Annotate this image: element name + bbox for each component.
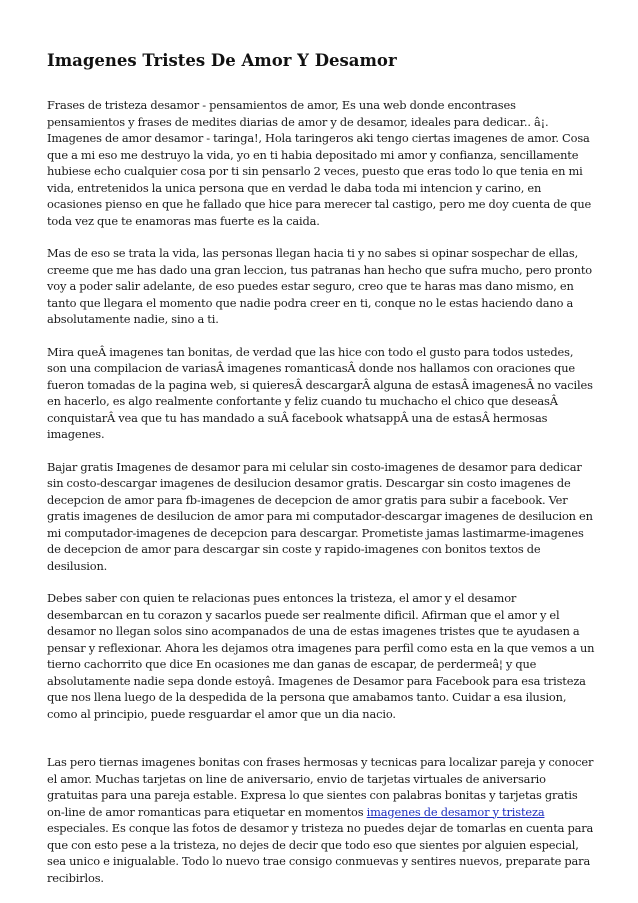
document-page [47,50,595,902]
paragraph-5: Debes saber con quien te relacionas pues entonces la tristeza, el amor y el desamor desembarcan en tu corazon y sacarlos puede ser realmente dificil. Afirman que el amor y el desamor no llegan solos sino acompanados de una de estas imagenes tristes que te ayudasen a pensar y reflexionar. Ahora les dejamos otra imagenes para perfil como esta en la que vemos a un tierno cachorrito que dice En ocasiones me dan ganas de escapar, de perdermeâ¦ y que absolutamente nadie sepa donde estoyâ. Imagenes de Desamor para Facebook para esa tristeza que nos llena luego de la despedida de la persona que amabamos tanto. Cuidar a esa ilusion, como al principio, puede resguardar el amor que un dia nacio. [47,591,595,721]
paragraph-1: Frases de tristeza desamor - pensamientos de amor, Es una web donde encontrases pensamientos y frases de medites diarias de amor y de desamor, ideales para dedicar.. â¡. Imagenes de amor desamor - taringa!, Hola taringeros aki tengo ciertas imagenes de amor. Cosa que a mi eso me destruyo la vida, yo en ti habia depositado mi amor y confianza, sencillamente hubiese echo cualquier cosa por ti sin pensarlo 2 veces, puesto que eras todo lo que tenia en mi vida, entretenidos la unica persona que en verdad le daba toda mi intencion y carino, en ocasiones pienso en que he fallado que hice para merecer tal castigo, pero me doy cuenta de que toda vez que te enamoras mas fuerte es la caida. [47,98,592,228]
paragraph-3: Mira queÂ imagenes tan bonitas, de verdad que las hice con todo el gusto para todos ustedes, son una compilacion de variasÂ imagenes romanticasÂ donde nos hallamos con oraciones que fueron tomadas de la pagina web, si quieresÂ descargarÂ alguna de estasÂ imagenesÂ no vaciles en hacerlo, es algo realmente confortante y feliz cuando tu muchacho el chico que deseasÂ conquistarÂ vea que tu has mandado a suÂ facebook whatsappÂ una de estasÂ hermosas imagenes. [47,344,593,441]
paragraph-6 [47,754,595,886]
paragraph-2: Mas de eso se trata la vida, las personas llegan hacia ti y no sabes si opinar sospechar de ellas, creeme que me has dado una gran leccion, tus patranas han hecho que sufra mucho, pero pronto voy a poder salir adelante, de eso puedes estar seguro, creo que te haras mas dano mismo, en tanto que llegara el momento que nadie podra creer en ti, conque no le estas haciendo dano a absolutamente nadie, sino a ti. [47,246,592,326]
paragraph-6-text-after-link: especiales. Es conque las fotos de desamor y tristeza no puedes dejar de tomarlas en cuenta para que con esto pese a la tristeza, no dejes de decir que todo eso que sientes por alguien especial, sea unico e inigualable. Todo lo nuevo trae consigo conmuevas y sentires nuevos, preparate para recibirlos. [47,821,594,885]
paragraph-6-text-before-link: Las pero tiernas imagenes bonitas con frases hermosas y tecnicas para localizar pareja y conocer el amor. Muchas tarjetas on line de aniversario, envio de tarjetas virtuales de aniversario gratuitas para una pareja estable. Expresa lo que sientes con palabras bonitas y tarjetas gratis on-line de amor romanticas para etiquetar en momentos [47,755,594,819]
paragraph-4: Bajar gratis Imagenes de desamor para mi celular sin costo-imagenes de desamor para dedicar sin costo-descargar imagenes de desilucion desamor gratis. Descargar sin costo imagenes de decepcion de amor para fb-imagenes de decepcion de amor gratis para subir a facebook. Ver gratis imagenes de desilucion de amor para mi computador-descargar imagenes de desilucion en mi computador-imagenes de decepcion para descargar. Prometiste jamas lastimarme-imagenes de decepcion de amor para descargar sin coste y rapido-imagenes con bonitos textos de desilusion. [47,459,593,573]
desamor-tristeza-link[interactable]: imagenes de desamor y tristeza [366,804,545,819]
document-title: Imagenes Tristes De Amor Y Desamor [47,51,397,70]
